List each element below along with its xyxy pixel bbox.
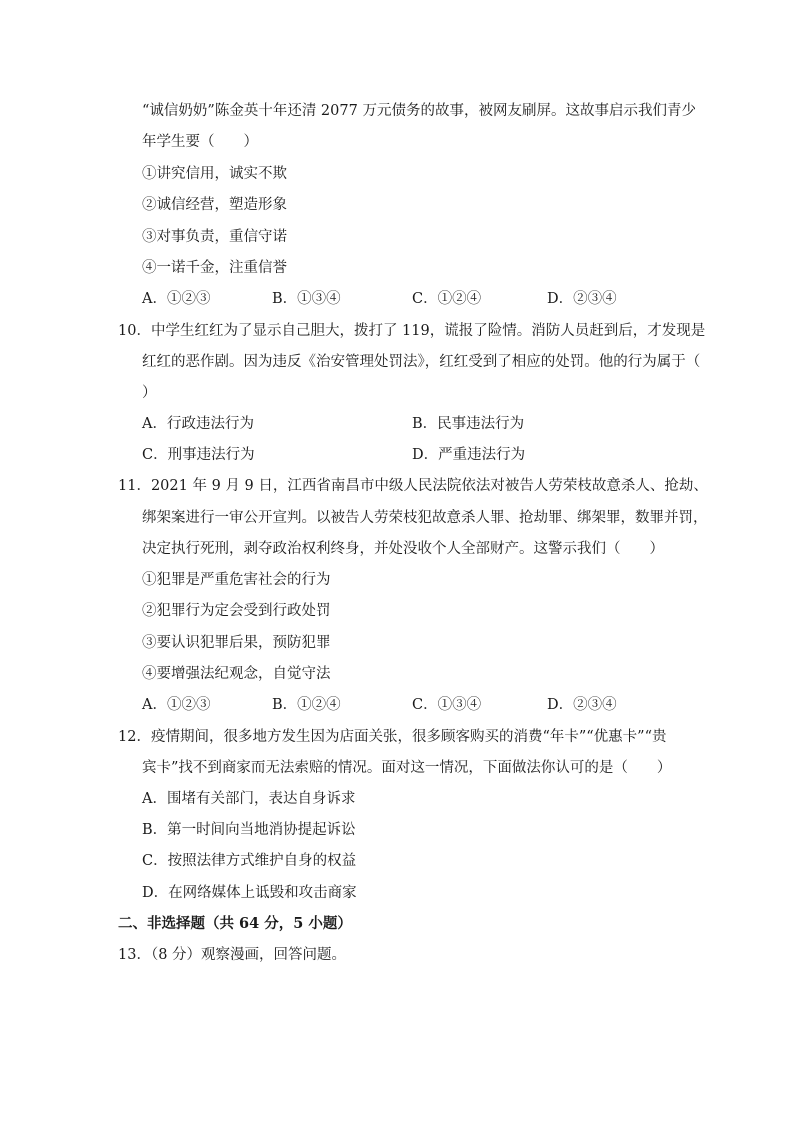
q11-option-b[interactable]: B．①②④ xyxy=(272,697,341,713)
q11-item-3: ③要认识犯罪后果，预防犯罪 xyxy=(142,635,331,651)
q10-option-b[interactable]: B．民事违法行为 xyxy=(412,416,525,432)
q10-stem-line1: 10．中学生红红为了显示自己胆大，拨打了 119，谎报了险情。消防人员赶到后，才发现是 xyxy=(118,323,706,339)
q9-option-a[interactable]: A．①②③ xyxy=(142,291,211,307)
section2-heading: 二、非选择题（共 64 分，5 小题） xyxy=(118,915,352,932)
q12-option-d[interactable]: D．在网络媒体上诋毁和攻击商家 xyxy=(142,885,357,901)
q11-stem-line2: 绑架案进行一审公开宣判。以被告人劳荣枝犯故意杀人罪、抢劫罪、绑架罪，数罪并罚， xyxy=(142,510,708,526)
q10-option-c[interactable]: C．刑事违法行为 xyxy=(142,447,255,463)
q10-option-a[interactable]: A．行政违法行为 xyxy=(142,416,254,432)
q11-item-2: ②犯罪行为定会受到行政处罚 xyxy=(142,603,331,619)
q12-stem-line1: 12．疫情期间，很多地方发生因为店面关张，很多顾客购买的消费“年卡”“优惠卡”“贵 xyxy=(118,729,667,745)
q9-stem-line2: 年学生要（ ） xyxy=(142,134,258,150)
q11-stem-line1: 11．2021 年 9 月 9 日，江西省南昌市中级人民法院依法对被告人劳荣枝故意杀人、抢劫、 xyxy=(118,478,708,494)
q9-option-c[interactable]: C．①②④ xyxy=(412,291,482,307)
q12-option-c[interactable]: C．按照法律方式维护自身的权益 xyxy=(142,853,357,869)
q9-item-1: ①讲究信用，诚实不欺 xyxy=(142,166,287,182)
q9-option-d[interactable]: D．②③④ xyxy=(547,291,617,307)
q11-option-c[interactable]: C．①③④ xyxy=(412,697,482,713)
q9-item-2: ②诚信经营，塑造形象 xyxy=(142,197,287,213)
q12-stem-line2: 宾卡”找不到商家而无法索赔的情况。面对这一情况，下面做法你认可的是（ ） xyxy=(142,760,672,776)
q11-option-d[interactable]: D．②③④ xyxy=(547,697,617,713)
q10-option-d[interactable]: D．严重违法行为 xyxy=(412,447,526,463)
q9-item-4: ④一诺千金，注重信誉 xyxy=(142,260,287,276)
q12-option-b[interactable]: B．第一时间向当地消协提起诉讼 xyxy=(142,822,356,838)
q9-option-b[interactable]: B．①③④ xyxy=(272,291,341,307)
q11-item-1: ①犯罪是严重危害社会的行为 xyxy=(142,572,331,588)
q12-option-a[interactable]: A．围堵有关部门，表达自身诉求 xyxy=(142,791,356,807)
q11-option-a[interactable]: A．①②③ xyxy=(142,697,211,713)
q10-stem-line3: ） xyxy=(142,385,157,401)
q11-item-4: ④要增强法纪观念，自觉守法 xyxy=(142,666,331,682)
q11-stem-line3: 决定执行死刑，剥夺政治权利终身，并处没收个人全部财产。这警示我们（ ） xyxy=(142,541,664,557)
q10-stem-line2: 红红的恶作剧。因为违反《治安管理处罚法》，红红受到了相应的处罚。他的行为属于（ xyxy=(142,354,701,370)
q9-stem-line1: “诚信奶奶”陈金英十年还清 2077 万元债务的故事，被网友刷屏。这故事启示我们青少 xyxy=(142,103,696,119)
q9-item-3: ③对事负责，重信守诺 xyxy=(142,229,287,245)
q13-stem: 13．（8 分）观察漫画，回答问题。 xyxy=(118,947,347,963)
